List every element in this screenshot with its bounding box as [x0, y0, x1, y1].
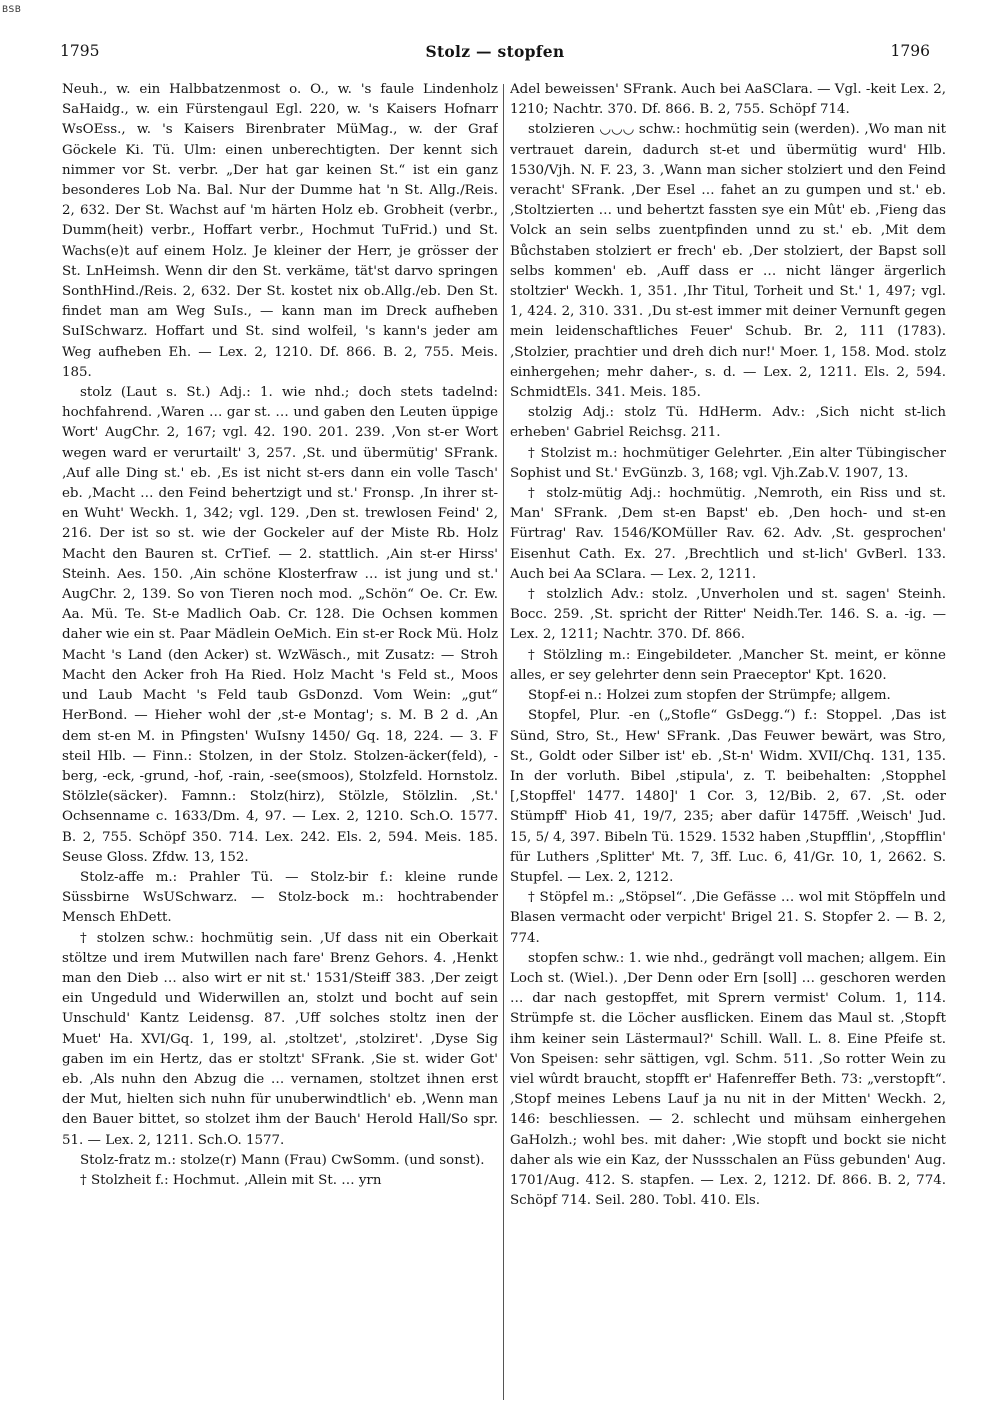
entry-continuation: Neuh., w. ein Halbbatzenmost o. O., w. 's faule Lindenholz SaHaidg., w. ein Fürstengaul Egl. 220, w. 's Kaisers Hofnarr WsOEss., w. 's Kaisers Birenbrater MüMag., w. der Graf Göckele Ki. Tü. Ulm: einen unberechtigten. Der kennt sich nimmer vor St. verbr. „Der hat gar keinen St.“ ist ein ganz besonderes Lob Na. Bal. Nur der Dumme hat 'n St. Allg./Reis. 2, 632. Der St. Wachst auf 'm härten Holz eb. Grobheit (verbr., Dumm(heit) verbr., Hoffart verbr., Hochmut TuFrid.) und St. Wachs(e)t auf einem Holz. Je kleiner der Herr, je grösser der St. LnHeimsh. Wenn dir den St. verkäme, tät'st darvo springen SonthHind./Reis. 2, 632. Der St. kostet nix ob.Allg./eb. Den St. findet man am Weg SuIs., — kann man im Dreck aufheben SuISchwarz. Hoffart und St. sind wolfeil, 's kann's jeder am Weg aufheben Eh. — Lex. 2, 1210. Df. 866. B. 2, 755. Meis. 185. — [62, 82, 498, 380]
entry-stolzen: † stolzen schw.: hochmütig sein. ‚Uf dass nit ein Oberkait stöltze und irem Mutwillen nach fare' Brenz Gehors. 4. ‚Henkt man den Dieb … also wirt er nit st.' 1531/Steiff 383. ‚Der zeigt ein Ungeduld und Widerwillen an, stolzt und bocht auf sein Unschuld' Kantz Leidensg. 87. ‚Uff solches stoltz inen der Muet' Ha. XVI/Gq. 1, 199, al. ‚stoltzet', ‚stolziret'. ‚Dyse Sig gaben im ein Hertz, das er stoltzt' SFrank. ‚Sie st. wider Got' eb. ‚Als nuhn den Abzug die … vernamen, stoltzet ihnen erst der Mut, hielten sich nuhn für unuberwindtlich' eb. ‚Wenn man den Bauer bittet, so stolzet ihm der Bauch' Herold Hall/So spr. 51. — Lex. 2, 1211. Sch.O. 1577. — [62, 930, 498, 1148]
right-column — [510, 80, 946, 1405]
running-title: Stolz — stopfen — [425, 42, 565, 61]
entry-stolzheit: † Stolzheit f.: Hochmut. ‚Allein mit St. … yrn — [80, 1172, 382, 1188]
entry-stolz-mutig: † stolz-mütig Adj.: hochmütig. ‚Nemroth, ein Riss und st. Man' SFrank. ‚Dem st-en Bapst' eb. ‚Den hoch- und st-en Fürtrag' Rav. 1546/KOMüller Rav. 62. Adv. ‚St. gesprochen' Eisenhut Cath. Ex. 27. ‚Brechtlich und st-lich' GvBerl. 133. Auch bei Aa SClara. — Lex. 2, 1211. — [510, 486, 946, 582]
entry-stolz: stolz (Laut s. St.) Adj.: 1. wie nhd.; doch stets tadelnd: hochfahrend. ‚Waren … gar st. … und gaben den Leuten üppige Wort' AugChr. 2, 167; vgl. 42. 190. 201. 239. ‚Von st-er Wort wegen ward er verurtailt' 3, 257. ‚St. und übermütig' SFrank. ‚Auf alle Ding st.' eb. ‚Es ist nicht st-ers dann ein volle Tasch' eb. ‚Macht … den Feind behertzigt und st.' Fronsp. ‚In ihrer st-en Wuht' Weckh. 1, 342; vgl. 129. ‚Den st. trewlosen Feind' 2, 216. Der ist so st. wie der Gockeler auf der Miste Rb. Holz Macht den Bauren st. CrTief. — 2. stattlich. ‚Ain st-er Hirss' Steinh. Aes. 150. ‚Ain schöne Klosterfraw … ist jung und st.' AugChr. 2, 139. So von Tieren noch mod. „Schön“ Oe. Cr. Ew. Aa. Mü. Te. St-e Madlich Oab. Cr. 128. Die Ochsen kommen daher wie ein st. Paar Mädlein OeMich. Ein st-er Rock Mü. Holz Macht 's Land (den Acker) st. WzWäsch., mit Zusatz: — Stroh Macht den Acker froh Ha Ried. Holz Macht 's Feld st., Moos und Laub Macht 's Feld taub GsDonzd. Vom Wein: „gut“ HerBond. — Hieher wohl der ‚st-e Montag'; s. M. B 2 d. ‚An dem st-en M. in Pfingsten' WuIsny 1450/ Gq. 18, 224. — 3. F steil Hlb. — Finn.: Stolzen, in der Stolz. Stolzen-äcker(feld), -berg, -eck, -grund, -hof, -rain, -see(smoos), Stolzfeld. Hornstolz. Stölzle(säcker). Famnn.: Stolz(hirz), Stölzle, Stölzlin. ‚St.' Ochsenname c. 1633/Dm. 4, 97. — Lex. 2, 1210. Sch.O. 1577. B. 2, 755. Schöpf 350. 714. Lex. 242. Els. 2, 594. Meis. 185. Seuse Gloss. Zfdw. 13, 152. — [62, 385, 498, 865]
entry-stolzieren: stolzieren ◡◡◡ schw.: hochmütig sein (werden). ‚Wo man nit vertrauet darein, dadurch st-et und übermütig wurd' Hlb. 1530/Vjh. N. F. 23, 3. ‚Wann man sicher stolziert und den Feind veracht' SFrank. ‚Der Esel … fahet an zu gumpen und st.' eb. ‚Stoltzierten … und behertzt fassten sye ein Mût' eb. ‚Fieng das Volck an sein selbs zuentpfinden unnd zu st.' eb. ‚Mit dem Bůchstaben stolziert er frech' eb. ‚Der stolziert, der Bapst soll selbs kommen' eb. ‚Auff dass er … nicht länger ärgerlich stoltzier' Weckh. 1, 351. ‚Ihr Titul, Torheit und St.' 1, 497; vgl. 1, 424. 2, 310. 331. ‚Du st-est immer mit deiner Vernunft gegen mein leidenschaftliches Feuer' Schub. Br. 2, 111 (1783). ‚Stolzier, prachtier und dreh dich nur!' Moer. 1, 158. Mod. stolz einhergehen; mehr daher-, s. d. — Lex. 2, 1211. Els. 2, 594. SchmidtEls. 341. Meis. 185. — [510, 122, 946, 401]
column-divider — [503, 84, 504, 1400]
entry-stopfen: stopfen schw.: 1. wie nhd., gedrängt voll machen; allgem. Ein Loch st. (Wiel.). ‚Der Denn oder Ern [soll] … geschoren werden … dar nach gestopffet, mit Sprern vermist' Colum. 1, 114. Strümpfe st. die Löcher ausflicken. Einem das Maul st. ‚Stopft ihm keiner sein Lästermaul?' Schill. Wall. L. 8. Eine Pfeife st. Von Speisen: sehr sättigen, vgl. Schm. 511. ‚So rotter Wein zu viel wûrdt braucht, stopfft er' Hafenreffer Beth. 73: „verstopft“. ‚Stopf meines Lebens Lauf ja nu nit in der Mitten' Weckh. 2, 146: beschliessen. — 2. schlecht und mühsam einhergehen GaHolzh.; wohl bes. mit daher: ‚Wie stopft und bockt sie nicht daher als wie ein Kaz, der Nussschalen an Füss gebunden' Aug. 1701/Aug. 412. S. stapfen. — Lex. 2, 1212. Df. 866. B. 2, 774. Schöpf 714. Seil. 280. Tobl. 410. Els. — [510, 950, 946, 1209]
library-stamp: BSB — [2, 5, 22, 15]
entry-stolz-fratz: Stolz-fratz m.: stolze(r) Mann (Frau) CwSomm. (und sonst). — [80, 1152, 485, 1168]
entry-stopf-ei: Stopf-ei n.: Holzei zum stopfen der Strümpfe; allgem. — [528, 688, 891, 704]
entry-stolzheit-continued: Adel beweissen' SFrank. Auch bei AaSClara. — Vgl. -keit Lex. 2, 1210; Nachtr. 370. Df. 866. B. 2, 755. Schöpf 714. — [510, 82, 946, 118]
page-number-left: 1795 — [60, 42, 100, 60]
entry-stolzlich: † stolzlich Adv.: stolz. ‚Unverholen und st. sagen' Steinh. Bocc. 259. ‚St. spricht der Ritter' Neidh.Ter. 146. S. a. -ig. — Lex. 2, 1211; Nachtr. 370. Df. 866. — [510, 587, 946, 643]
entry-stopfel: Stopfel, Plur. -en („Stofle“ GsDegg.“) f.: Stoppel. ‚Das ist Sünd, Stro, St., Hew' SFrank. ‚Das Feuwer bewärt, was Stro, St., Goldt oder Silber ist' eb. ‚St-n' Widm. XVII/Chq. 131, 135. In der vorluth. Bibel ‚stipula', z. T. beibehalten: ‚Stopphel [‚Stopffel' 1477. 1480]' 1 Cor. 3, 12/Bib. 2, 67. ‚St. oder Stümpff' Hiob 41, 19/7, 235; aber dafür 1475ff. ‚Weisch' Jud. 15, 5/ 4, 397. Bibeln Tü. 1529. 1532 haben ‚Stupfflin', ‚Stopfflin' für Luthers ‚Splitter' Mt. 7, 3ff. Luc. 6, 41/Gr. 10, 1, 2662. S. Stupfel. — Lex. 2, 1212. — [510, 708, 946, 885]
entry-stolzist: † Stolzist m.: hochmütiger Gelehrter. ‚Ein alter Tübingischer Sophist und St.' EvGünzb. 3, 168; vgl. Vjh.Zab.V. 1907, 13. — [510, 445, 946, 481]
entry-stolzling: † Stölzling m.: Eingebildeter. ‚Mancher St. meint, er könne alles, er sey gelehrter denn sein Praeceptor' Kpt. 1620. — [510, 647, 946, 683]
entry-stolzig: stolzig Adj.: stolz Tü. HdHerm. Adv.: ‚Sich nicht st-lich erheben' Gabriel Reichsg. 211. — [510, 405, 946, 441]
left-column — [62, 80, 498, 1405]
entry-stolz-affe: Stolz-affe m.: Prahler Tü. — Stolz-bir f.: kleine runde Süssbirne WsUSchwarz. — Stolz-bock m.: hochtrabender Mensch EhDett. — [62, 869, 498, 926]
page-number-right: 1796 — [890, 42, 930, 60]
entry-stopfel-m: † Stöpfel m.: „Stöpsel“. ‚Die Gefässe … wol mit Stöpffeln und Blasen vermacht oder verpicht' Brigel 21. S. Stopfer 2. — B. 2, 774. — [510, 890, 946, 946]
page-header — [60, 42, 930, 66]
